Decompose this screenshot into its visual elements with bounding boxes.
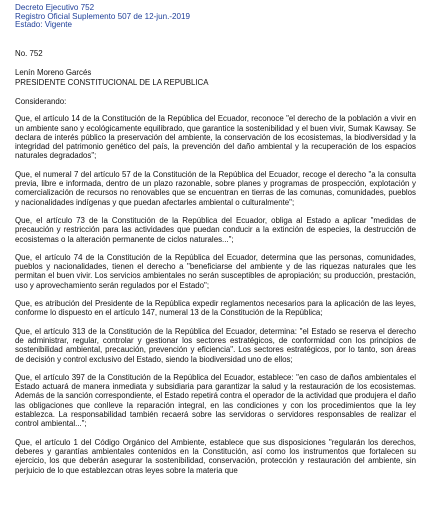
author-name: Lenín Moreno Garcés (15, 68, 92, 78)
paragraph-art57: Que, el numeral 7 del artículo 57 de la Constitución de la República del Ecuador, recoge el derecho "a la consulta previa, libre e informada, dentro de un plazo razonable, sobre planes y programas de prospección, explotación y comercialización de recursos no renovables que se encuentran en tierras de las comunas, comunidades, pueblos y nacionalidades indígenas y que puedan afectarles ambiental o culturalmente"; (15, 169, 416, 207)
paragraph-art397: Que, el artículo 397 de la Constitución de la República del Ecuador, establece: "en caso de daños ambientales el Estado actuará de manera inmediata y subsidiaria para garantizar la salud y la restauración de los ecosistemas. Además de la sanción correspondiente, el Estado repetirá contra el operador de la actividad que produjera el daño las obligaciones que conlleve la reparación integral, en las condiciones y con los procedimientos que la ley establezca. La responsabilidad también recaerá sobre las servidoras o servidores responsables de realizar el control ambiental..."; (15, 372, 416, 429)
considerando-heading: Considerando: (15, 97, 67, 106)
paragraph-coa-art1: Que, el artículo 1 del Código Orgánico del Ambiente, establece que sus disposiciones "regularán los derechos, deberes y garantías ambientales contenidos en la Constitución, así como los instrumentos que fortalecen su ejercicio, los que deberán asegurar la sostenibilidad, conservación, protección y restauración del ambiente, sin perjuicio de lo que establezcan otras leyes sobre la materia que (15, 437, 416, 475)
paragraph-art74: Que, el artículo 74 de la Constitución de la República del Ecuador, determina que las personas, comunidades, pueblos y nacionalidades, tienen el derecho a "beneficiarse del ambiente y de las riquezas naturales que les permitan el buen vivir. Los servicios ambientales no serán susceptibles de apropiación; su producción, prestación, uso y aprovechamiento serán regulados por el Estado"; (15, 252, 416, 290)
paragraph-art313: Que, el artículo 313 de la Constitución de la República del Ecuador, determina: "el Estado se reserva el derecho de administrar, regular, controlar y gestionar los sectores estratégicos, de conformidad con los principios de sostenibilidad ambiental, precaución, prevención y eficiencia". Los sectores estratégicos, por lo tanto, son áreas de decisión y control exclusivo del Estado, siendo la biodiversidad uno de ellos; (15, 326, 416, 364)
decree-title: Decreto Ejecutivo 752 (15, 3, 95, 12)
paragraph-art147: Que, es atribución del Presidente de la República expedir reglamentos necesarios para la aplicación de las leyes, conforme lo dispuesto en el artículo 147, numeral 13 de la Constitución de la República; (15, 299, 416, 318)
paragraph-art14: Que, el artículo 14 de la Constitución de la República del Ecuador, reconoce "el derecho de la población a vivir en un ambiente sano y ecológicamente equilibrado, que garantice la sostenibilidad y el buen vivir, Sumak Kawsay. Se declara de interés público la preservación del ambiente, la conservación de los ecosistemas, la biodiversidad y la integridad del patrimonio genético del país, la prevención del daño ambiental y la recuperación de los espacios naturales degradados"; (15, 114, 416, 161)
paragraph-art73: Que, el artículo 73 de la Constitución de la República del Ecuador, obliga al Estado a aplicar "medidas de precaución y restricción para las actividades que puedan conducir a la extinción de especies, la destrucción de ecosistemas o la alteración permanente de ciclos naturales..."; (15, 215, 416, 244)
author-title: PRESIDENTE CONSTITUCIONAL DE LA REPUBLICA (15, 77, 209, 87)
registry-reference: Registro Oficial Suplemento 507 de 12-jun.-2019 (15, 11, 191, 21)
decree-number: No. 752 (15, 49, 43, 59)
status-line: Estado: Vigente (15, 20, 72, 30)
